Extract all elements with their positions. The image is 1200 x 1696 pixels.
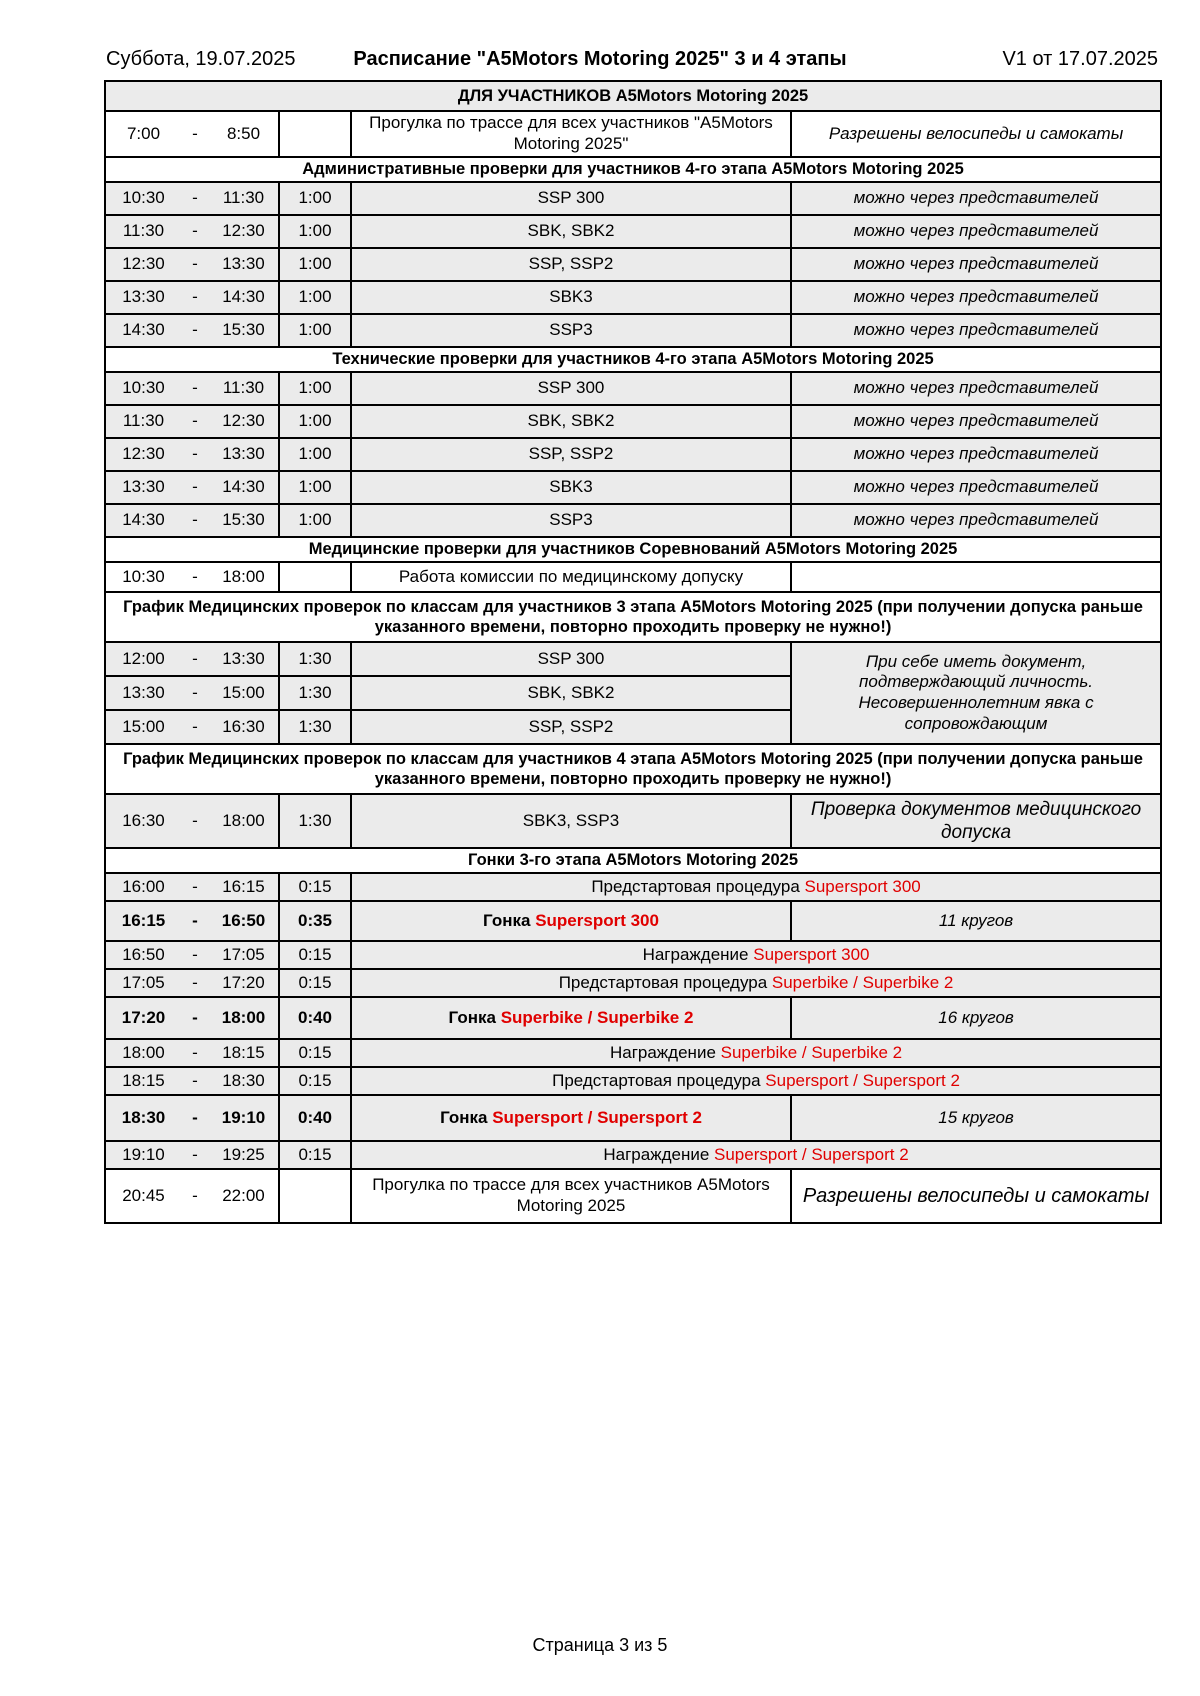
description: SBK, SBK2 (351, 676, 791, 710)
time-dash: - (181, 1095, 209, 1141)
time-dash: - (181, 1169, 209, 1223)
class-name: Superbike / Superbike 2 (500, 1007, 694, 1027)
start-time: 10:30 (105, 182, 181, 215)
note: можно через представителей (791, 314, 1161, 347)
duration: 1:00 (279, 182, 351, 215)
end-time: 11:30 (209, 372, 279, 405)
table-row (105, 471, 1161, 504)
table-row (105, 562, 1161, 592)
duration: 0:15 (279, 969, 351, 997)
duration: 1:30 (279, 710, 351, 744)
note: 11 кругов (791, 901, 1161, 941)
end-time: 13:30 (209, 248, 279, 281)
start-time: 10:30 (105, 372, 181, 405)
table-row (105, 504, 1161, 537)
section-title: График Медицинских проверок по классам для участников 3 этапа A5Motors Motoring 2025 (при получении допуска раньше указанного времени, повторно проходить проверку не нужно!) (105, 592, 1161, 642)
start-time: 12:00 (105, 642, 181, 676)
section-header-row (105, 744, 1161, 794)
end-time: 19:25 (209, 1141, 279, 1169)
class-name: Superbike / Superbike 2 (771, 972, 954, 992)
start-time: 14:30 (105, 504, 181, 537)
time-dash: - (181, 372, 209, 405)
time-dash: - (181, 215, 209, 248)
start-time: 12:30 (105, 438, 181, 471)
class-name: Supersport 300 (804, 876, 921, 896)
description-prefix: Награждение (609, 1042, 721, 1062)
duration: 0:15 (279, 941, 351, 969)
time-dash: - (181, 1039, 209, 1067)
note: Разрешены велосипеды и самокаты (791, 1169, 1161, 1223)
duration: 1:00 (279, 471, 351, 504)
description (351, 941, 1161, 969)
start-time: 19:10 (105, 1141, 181, 1169)
table-row (105, 248, 1161, 281)
description-prefix: Предстартовая процедура (591, 876, 805, 896)
duration: 0:15 (279, 1039, 351, 1067)
time-dash: - (181, 1141, 209, 1169)
duration: 1:00 (279, 215, 351, 248)
end-time: 14:30 (209, 471, 279, 504)
duration (279, 562, 351, 592)
time-dash: - (181, 969, 209, 997)
time-dash: - (181, 1067, 209, 1095)
start-time: 12:30 (105, 248, 181, 281)
start-time: 16:50 (105, 941, 181, 969)
description-prefix: Гонка (440, 1107, 493, 1127)
start-time: 17:05 (105, 969, 181, 997)
note: можно через представителей (791, 248, 1161, 281)
description: SSP, SSP2 (351, 710, 791, 744)
note: можно через представителей (791, 471, 1161, 504)
description: SBK, SBK2 (351, 405, 791, 438)
duration: 1:00 (279, 281, 351, 314)
start-time: 16:15 (105, 901, 181, 941)
duration: 0:40 (279, 1095, 351, 1141)
table-row (105, 873, 1161, 901)
time-dash: - (181, 941, 209, 969)
table-row (105, 281, 1161, 314)
table-row (105, 794, 1161, 848)
table-row (105, 1039, 1161, 1067)
start-time: 16:30 (105, 794, 181, 848)
schedule-table (104, 80, 1162, 1224)
note (791, 562, 1161, 592)
end-time: 16:50 (209, 901, 279, 941)
section-header-row (105, 592, 1161, 642)
end-time: 15:30 (209, 314, 279, 347)
description: SBK3, SSP3 (351, 794, 791, 848)
description (351, 1141, 1161, 1169)
description-prefix: Предстартовая процедура (558, 972, 772, 992)
start-time: 14:30 (105, 314, 181, 347)
end-time: 13:30 (209, 642, 279, 676)
note: можно через представителей (791, 182, 1161, 215)
end-time: 17:05 (209, 941, 279, 969)
time-dash: - (181, 676, 209, 710)
start-time: 20:45 (105, 1169, 181, 1223)
table-row (105, 997, 1161, 1039)
duration: 1:30 (279, 676, 351, 710)
start-time: 13:30 (105, 676, 181, 710)
section-header-row (105, 347, 1161, 372)
description-prefix: Награждение (603, 1144, 715, 1164)
note: можно через представителей (791, 405, 1161, 438)
description-prefix: Гонка (483, 910, 536, 930)
note: можно через представителей (791, 215, 1161, 248)
description: Прогулка по трассе для всех участников A5Motors Motoring 2025 (351, 1169, 791, 1223)
description: SBK3 (351, 471, 791, 504)
end-time: 8:50 (209, 111, 279, 157)
duration: 1:00 (279, 438, 351, 471)
table-row (105, 901, 1161, 941)
time-dash: - (181, 405, 209, 438)
duration (279, 111, 351, 157)
duration: 0:40 (279, 997, 351, 1039)
table-row (105, 1169, 1161, 1223)
table-row (105, 1067, 1161, 1095)
description: SSP3 (351, 504, 791, 537)
page-number: Страница 3 из 5 (532, 1635, 668, 1655)
time-dash: - (181, 438, 209, 471)
time-dash: - (181, 248, 209, 281)
duration (279, 1169, 351, 1223)
end-time: 19:10 (209, 1095, 279, 1141)
description: Работа комиссии по медицинскому допуску (351, 562, 791, 592)
start-time: 11:30 (105, 215, 181, 248)
page-title: Расписание "A5Motors Motoring 2025" 3 и 4 этапы (353, 48, 847, 70)
time-dash: - (181, 642, 209, 676)
end-time: 15:00 (209, 676, 279, 710)
description: SSP 300 (351, 182, 791, 215)
start-time: 13:30 (105, 471, 181, 504)
description: SSP 300 (351, 372, 791, 405)
start-time: 13:30 (105, 281, 181, 314)
table-row (105, 405, 1161, 438)
description-prefix: Гонка (448, 1007, 501, 1027)
end-time: 13:30 (209, 438, 279, 471)
note: Проверка документов медицинского допуска (791, 794, 1161, 848)
section-header-row (105, 81, 1161, 111)
class-name: Supersport / Supersport 2 (492, 1107, 702, 1127)
table-row (105, 1095, 1161, 1141)
start-time: 18:15 (105, 1067, 181, 1095)
end-time: 18:30 (209, 1067, 279, 1095)
duration: 1:00 (279, 504, 351, 537)
end-time: 16:30 (209, 710, 279, 744)
end-time: 12:30 (209, 215, 279, 248)
end-time: 17:20 (209, 969, 279, 997)
description (351, 969, 1161, 997)
start-time: 7:00 (105, 111, 181, 157)
duration: 1:00 (279, 405, 351, 438)
section-header-row (105, 848, 1161, 873)
table-row (105, 438, 1161, 471)
time-dash: - (181, 182, 209, 215)
note: 15 кругов (791, 1095, 1161, 1141)
class-name: Supersport / Supersport 2 (714, 1144, 909, 1164)
class-name: Supersport / Supersport 2 (765, 1070, 960, 1090)
description: SSP, SSP2 (351, 438, 791, 471)
description-prefix: Предстартовая процедура (552, 1070, 766, 1090)
time-dash: - (181, 794, 209, 848)
duration: 1:30 (279, 642, 351, 676)
table-row (105, 642, 1161, 676)
end-time: 22:00 (209, 1169, 279, 1223)
table-row (105, 969, 1161, 997)
table-row (105, 314, 1161, 347)
table-row (105, 372, 1161, 405)
time-dash: - (181, 997, 209, 1039)
time-dash: - (181, 901, 209, 941)
duration: 1:00 (279, 372, 351, 405)
description (351, 1067, 1161, 1095)
class-name: Supersport 300 (535, 910, 659, 930)
end-time: 18:15 (209, 1039, 279, 1067)
description: Прогулка по трассе для всех участников "A5Motors Motoring 2025" (351, 111, 791, 157)
duration: 1:00 (279, 248, 351, 281)
duration: 0:15 (279, 1067, 351, 1095)
note: можно через представителей (791, 438, 1161, 471)
class-name: Superbike / Superbike 2 (720, 1042, 903, 1062)
section-title: График Медицинских проверок по классам для участников 4 этапа A5Motors Motoring 2025 (при получении допуска раньше указанного времени, повторно проходить проверку не нужно!) (105, 744, 1161, 794)
table-row (105, 1141, 1161, 1169)
duration: 0:15 (279, 1141, 351, 1169)
class-name: Supersport 300 (753, 944, 870, 964)
duration: 1:30 (279, 794, 351, 848)
start-time: 11:30 (105, 405, 181, 438)
note: можно через представителей (791, 504, 1161, 537)
table-row (105, 182, 1161, 215)
description (351, 1039, 1161, 1067)
duration: 0:15 (279, 873, 351, 901)
note: можно через представителей (791, 281, 1161, 314)
time-dash: - (181, 710, 209, 744)
table-row (105, 941, 1161, 969)
description (351, 873, 1161, 901)
end-time: 18:00 (209, 794, 279, 848)
section-title: Технические проверки для участников 4-го этапа A5Motors Motoring 2025 (105, 347, 1161, 372)
section-title: Гонки 3-го этапа A5Motors Motoring 2025 (105, 848, 1161, 873)
section-title: ДЛЯ УЧАСТНИКОВ A5Motors Motoring 2025 (105, 81, 1161, 111)
end-time: 18:00 (209, 562, 279, 592)
end-time: 12:30 (209, 405, 279, 438)
header-date: Суббота, 19.07.2025 (106, 48, 296, 70)
section-header-row (105, 157, 1161, 182)
start-time: 16:00 (105, 873, 181, 901)
time-dash: - (181, 873, 209, 901)
section-header-row (105, 537, 1161, 562)
note: При себе иметь документ, подтверждающий личность. Несовершеннолетним явка с сопровождающим (791, 642, 1161, 744)
time-dash: - (181, 562, 209, 592)
table-row (105, 111, 1161, 157)
header-version: V1 от 17.07.2025 (1002, 48, 1158, 70)
start-time: 18:30 (105, 1095, 181, 1141)
table-row (105, 215, 1161, 248)
description (351, 997, 791, 1039)
time-dash: - (181, 314, 209, 347)
end-time: 14:30 (209, 281, 279, 314)
description (351, 901, 791, 941)
description: SBK3 (351, 281, 791, 314)
description: SBK, SBK2 (351, 215, 791, 248)
time-dash: - (181, 504, 209, 537)
description: SSP 300 (351, 642, 791, 676)
start-time: 17:20 (105, 997, 181, 1039)
duration: 1:00 (279, 314, 351, 347)
note: Разрешены велосипеды и самокаты (791, 111, 1161, 157)
description (351, 1095, 791, 1141)
start-time: 18:00 (105, 1039, 181, 1067)
description-prefix: Награждение (642, 944, 754, 964)
section-title: Медицинские проверки для участников Соревнований A5Motors Motoring 2025 (105, 537, 1161, 562)
time-dash: - (181, 111, 209, 157)
note: можно через представителей (791, 372, 1161, 405)
description: SSP3 (351, 314, 791, 347)
duration: 0:35 (279, 901, 351, 941)
section-title: Административные проверки для участников 4-го этапа A5Motors Motoring 2025 (105, 157, 1161, 182)
end-time: 18:00 (209, 997, 279, 1039)
end-time: 11:30 (209, 182, 279, 215)
end-time: 16:15 (209, 873, 279, 901)
end-time: 15:30 (209, 504, 279, 537)
start-time: 10:30 (105, 562, 181, 592)
time-dash: - (181, 471, 209, 504)
time-dash: - (181, 281, 209, 314)
note: 16 кругов (791, 997, 1161, 1039)
description: SSP, SSP2 (351, 248, 791, 281)
start-time: 15:00 (105, 710, 181, 744)
